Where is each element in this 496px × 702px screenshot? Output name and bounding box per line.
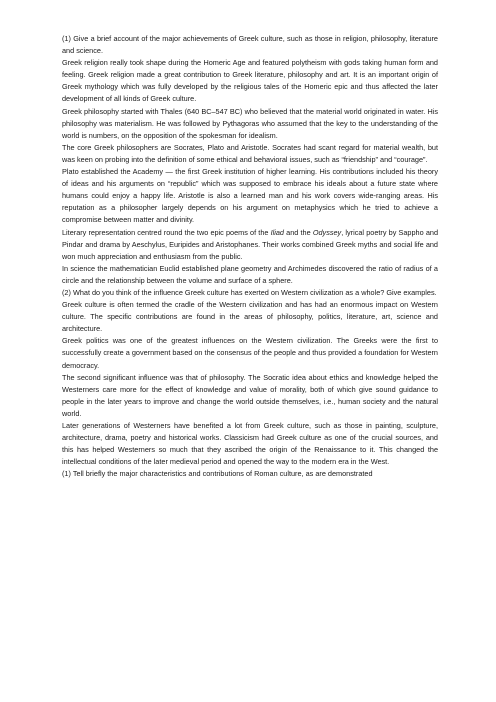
paragraph-core-philosophers: The core Greek philosophers are Socrates, Plato and Aristotle. Socrates had scant regard for material wealth, but was keen on probing into the definition of some ethical and behavioral issues, such as “friendship” and “courage”.	[62, 142, 438, 164]
paragraph-cradle-of-civilization: Greek culture is often termed the cradle of the Western civilization and has had an enormous impact on Western culture. The specific contributions are found in the areas of philosophy, politics, literature, art, science and architecture.	[62, 300, 438, 334]
question-heading-greek-influence: (2) What do you think of the influence Greek culture has exerted on Western civilization as a whole? Give examples.	[62, 287, 437, 297]
question-heading-roman-culture: (1) Tell briefly the major characteristics and contributions of Roman culture, as are demonstrated	[62, 469, 373, 479]
paragraph-later-generations: Later generations of Westerners have benefited a lot from Greek culture, such as those in painting, sculpture, architecture, drama, poetry and historical works. Classicism had Greek culture as one of the crucial sources, and this has helped Westerners so much that they ascribed the origin of the Renaissance to it. This changed the intellectual conditions of the later medieval period and opened the way to the modern era in the West.	[62, 421, 438, 467]
question-heading-greek-achievements: (1) Give a brief account of the major achievements of Greek culture, such as those in religion, philosophy, literature and science.	[62, 34, 438, 56]
paragraph-greek-philosophy-origins: Greek philosophy started with Thales (640 BC–547 BC) who believed that the material world originated in water. His philosophy was materialism. He was followed by Pythagoras who assumed that the key to the understanding of the world is numbers, on the opposition of the spokesman for idealism.	[62, 106, 438, 140]
paragraph-greek-politics: Greek politics was one of the greatest influences on the Western civilization. The Greeks were the first to successfully create a government based on the consensus of the people and thus provided a foundation for Western democracy.	[62, 336, 438, 370]
paragraph-literary-representation: Literary representation centred round the two epic poems of the Iliad and the Odyssey, lyrical poetry by Sappho and Pindar and drama by Aeschylus, Euripides and Aristophanes. Their works combined Greek myths and social life and won much appreciation and enthusiasm from the public.	[62, 227, 438, 261]
paragraph-greek-science: In science the mathematician Euclid established plane geometry and Archimedes discovered the ratio of radius of a circle and the relationship between the volume and surface of a sphere.	[62, 263, 438, 285]
paragraph-greek-religion: Greek religion really took shape during the Homeric Age and featured polytheism with gods taking human form and feeling. Greek religion made a great contribution to Greek literature, philosophy and art. It is an important origin of Greek mythology which was fully developed by the religious tales of the Homeric epic and thus affected the later development of all kinds of Greek culture.	[62, 58, 438, 104]
paragraph-plato-aristotle: Plato established the Academy — the first Greek institution of higher learning. His contributions included his theory of ideas and his arguments on “republic” which was supposed to embrace his ideals about a future state where humans could enjoy a happy life. Aristotle is also a learned man and his work covers wide-ranging areas. His reputation as a philosopher largely depends on his argument on metaphysics which he tried to achieve a compromise between matter and divinity.	[62, 167, 438, 225]
paragraph-philosophy-influence: The second significant influence was that of philosophy. The Socratic idea about ethics and knowledge helped the Westerners care more for the effect of knowledge and value of morality, both of which give sound guidance to people in the later years to improve and change the world outside themselves, i.e., human society and the natural world.	[62, 372, 438, 418]
